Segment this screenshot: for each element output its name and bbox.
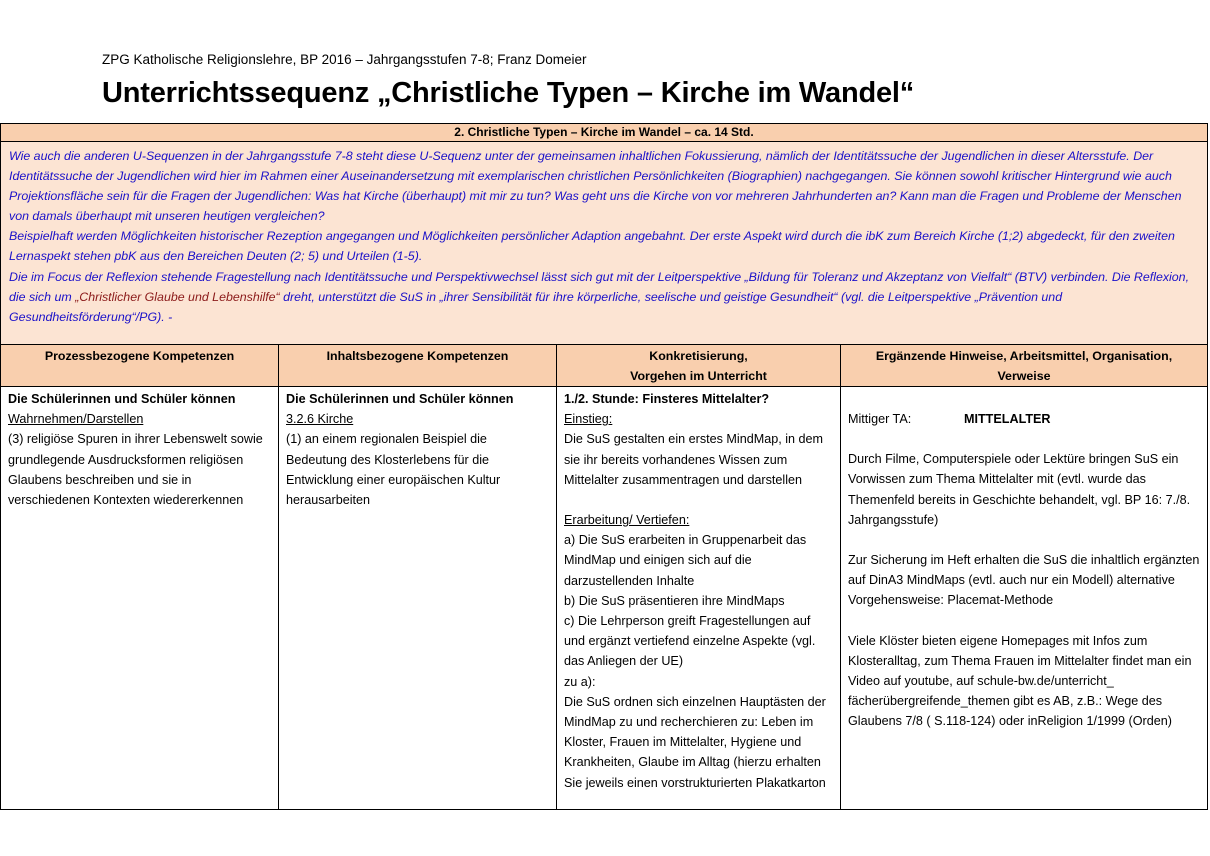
column-header-process-label: Prozessbezogene Kompetenzen	[44, 349, 235, 363]
column-header-notes	[841, 345, 1208, 387]
competence-area: Wahrnehmen/Darstellen	[8, 412, 144, 427]
lesson-heading: 1./2. Stunde: Finsteres Mittelalter?	[564, 392, 770, 406]
step-c: c) Die Lehrperson greift Fragestellungen auf und ergänzt vertiefend einzelne Aspekte (vgl. das Anliegen der UE)	[564, 614, 816, 669]
column-header-concretization-line-2: Vorgehen im Unterricht	[630, 369, 767, 383]
cell-process-competences	[0, 387, 279, 810]
column-header-content	[279, 345, 557, 387]
column-header-concretization	[557, 345, 841, 387]
einstieg-label: Einstieg:	[564, 412, 613, 427]
column-header-notes-line-1: Ergänzende Hinweise, Arbeitsmittel, Organisation,	[875, 349, 1173, 363]
zu-a-label: zu a):	[564, 674, 596, 689]
step-a: a) Die SuS erarbeiten in Gruppenarbeit das MindMap und einigen sich auf die darzustellenden Inhalte	[564, 533, 807, 588]
ta-value: MITTELALTER	[964, 412, 1051, 426]
cell-content-competences	[279, 387, 557, 810]
einstieg-text: Die SuS gestalten ein erstes MindMap, in dem sie ihr bereits vorhandenes Wissen zum Mittelalter zusammentragen und darstellen	[564, 432, 824, 487]
document-title: Unterrichtssequenz „Christliche Typen – Kirche im Wandel“	[102, 77, 915, 109]
cell-notes	[841, 387, 1208, 810]
intro-paragraph-2: Beispielhaft werden Möglichkeiten historischer Rezeption angegangen und Möglichkeiten persönlicher Adaption angebahnt. Der erste Aspekt wird durch die ibK zum Bereich Kirche (1;2) abgedeckt, für den zweiten Lernaspekt stehen pbK aus den Bereichen Deuten (2; 5) und Urteilen (1-5).	[9, 229, 1175, 264]
column-header-notes-line-2: Verweise	[997, 369, 1051, 383]
tafelanschrieb	[848, 409, 1200, 429]
erarbeitung-label: Erarbeitung/ Vertiefen:	[564, 513, 690, 528]
notes-paragraph-3: Viele Klöster bieten eigene Homepages mit Infos zum Klosteralltag, zum Thema Frauen im Mittelalter findet man ein Video auf youtube, auf schule-bw.de/unterricht_ fächerübergreifende_themen gibt es AB, z.B.: Wege des Glaubens 7/8 ( S.118-124) oder inReligion 1/1999 (Orden)	[848, 633, 1192, 729]
intro-p3-part-b: dreht, unterstützt die SuS in „ihrer Sensibilität für ihre körperliche, seelische und geistige Gesundheit“ (vgl. die Leitperspektive „Prävention und Gesundheitsförderung“/PG). -	[9, 289, 1063, 324]
cell-lead: Die Schülerinnen und Schüler können	[8, 392, 236, 406]
document-subtitle: ZPG Katholische Religionslehre, BP 2016 – Jahrgangsstufen 7-8; Franz Domeier	[102, 52, 587, 67]
step-b: b) Die SuS präsentieren ihre MindMaps	[564, 593, 785, 608]
intro-text	[0, 142, 1208, 345]
section-header: 2. Christliche Typen – Kirche im Wandel – ca. 14 Std.	[0, 123, 1208, 142]
column-header-content-label: Inhaltsbezogene Kompetenzen	[326, 349, 509, 363]
intro-paragraph-1: Wie auch die anderen U-Sequenzen in der Jahrgangsstufe 7-8 steht diese U-Sequenz unter der gemeinsamen inhaltlichen Fokussierung, nämlich der Identitätssuche der Jugendlichen in dieser Altersstufe. Der Identitätssuche der Jugendlichen wird hier im Rahmen einer Auseinandersetzung mit exemplarischen christlichen Persönlichkeiten (Biographien) nachgegangen. Sie können sowohl kritischer Hintergrund wie auch Projektionsfläche sein für die Fragen der Jugendlichen: Was hat Kirche (überhaupt) mit mir zu tun? Was geht uns die Kirche von vor mehreren Jahrhunderten an? Kann man die Fragen und Probleme der Menschen von damals überhaupt mit unseren heutigen vergleichen?	[9, 149, 1182, 224]
intro-p3-part-a: Die im Focus der Reflexion stehende Fragestellung nach Identitätssuche und Perspektivwechsel lässt sich gut mit der Leitperspektive „Bildung für Toleranz und Akzeptanz von Vielfalt“ (BTV) verbinden. Die Reflexion, die sich um	[9, 269, 1190, 304]
column-header-concretization-line-1: Konkretisierung,	[649, 349, 748, 363]
notes-paragraph-1: Durch Filme, Computerspiele oder Lektüre bringen SuS ein Vorwissen zum Thema Mittelalter mit (evtl. wurde das Themenfeld bereits in Geschichte behandelt, vgl. BP 16: 7./8. Jahrgangsstufe)	[848, 452, 1191, 527]
zu-a-text: Die SuS ordnen sich einzelnen Hauptästen der MindMap zu und recherchieren zu: Leben im Kloster, Frauen im Mittelalter, Hygiene und Krankheiten, Glaube im Alltag (hierzu erhalten Sie jeweils einen vorstrukturierten Plakatkarton	[564, 694, 826, 790]
cell-lead: Die Schülerinnen und Schüler können	[286, 392, 514, 406]
competence-text: (1) an einem regionalen Beispiel die Bedeutung des Klosterlebens für die Entwicklung einer europäischen Kultur herausarbeiten	[286, 432, 501, 508]
competence-text: (3) religiöse Spuren in ihrer Lebenswelt sowie grundlegende Ausdrucksformen religiösen Glaubens beschreiben und sie in verschiedenen Kontexten wiedererkennen	[8, 432, 263, 508]
ta-label: Mittiger TA:	[848, 412, 912, 426]
intro-p3-highlight: „Christlicher Glaube und Lebenshilfe“	[75, 289, 280, 304]
notes-paragraph-2: Zur Sicherung im Heft erhalten die SuS die inhaltlich ergänzten auf DinA3 MindMaps (evtl. auch nur ein Modell) alternative Vorgehensweise: Placemat-Methode	[848, 553, 1200, 608]
column-header-process	[0, 345, 279, 387]
cell-concretization	[557, 387, 841, 810]
competence-area: 3.2.6 Kirche	[286, 412, 354, 427]
intro-paragraph-3	[9, 267, 1199, 327]
